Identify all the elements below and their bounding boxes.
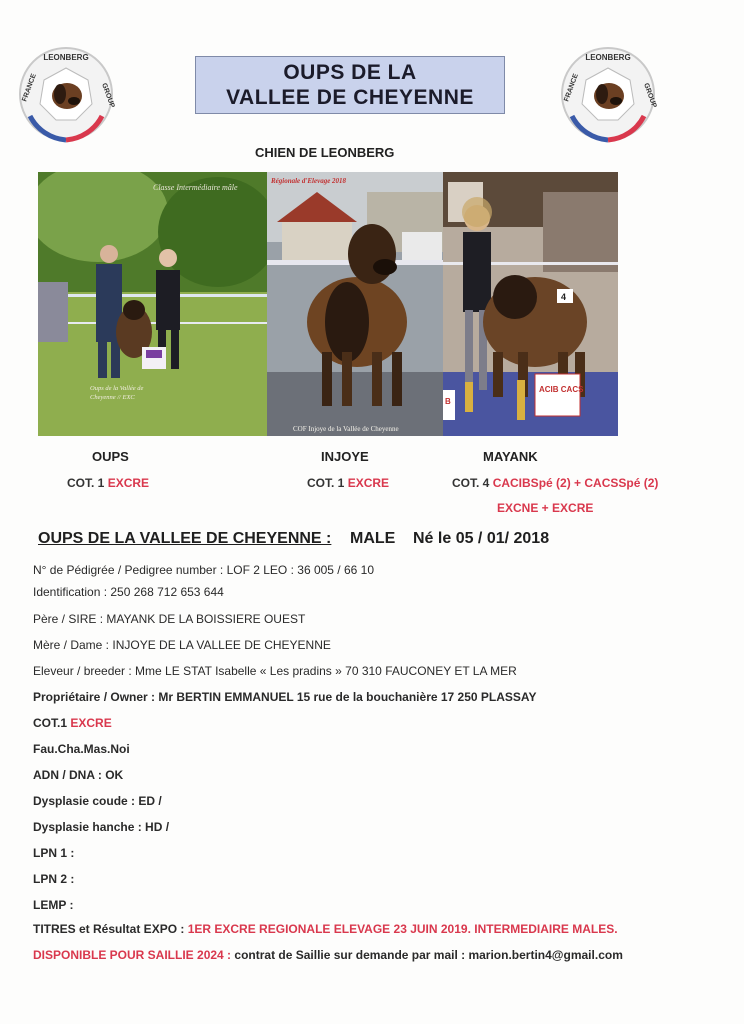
cot-result-label: COT.1 xyxy=(33,716,68,730)
breed-subtitle: CHIEN DE LEONBERG xyxy=(255,145,395,160)
cot-mayank-result-2: EXCNE + EXCRE xyxy=(497,501,594,515)
title-line-2: VALLEE DE CHEYENNE xyxy=(226,86,474,109)
svg-text:FRANCE: FRANCE xyxy=(563,72,580,103)
dog-name-oups: OUPS xyxy=(92,449,129,464)
photo-injoye-caption: COF Injoye de la Vallée de Cheyenne xyxy=(293,425,399,433)
dog-heading-name: OUPS DE LA VALLEE DE CHEYENNE : xyxy=(38,530,332,547)
dog-heading xyxy=(38,530,598,548)
lpn1: LPN 1 : xyxy=(33,846,75,860)
svg-text:LEONBERG: LEONBERG xyxy=(585,53,631,62)
pedigree-number: N° de Pédigrée / Pedigree number : LOF 2 LEO : 36 005 / 66 10 xyxy=(33,563,375,577)
svg-text:Oups de la Vallée de: Oups de la Vallée de xyxy=(90,385,144,392)
dog-heading-sex: MALE xyxy=(350,530,396,547)
france-leonberg-group-logo-left xyxy=(16,44,116,144)
svg-text:B: B xyxy=(445,397,451,406)
svg-text:4: 4 xyxy=(561,292,567,302)
elbow-dysplasia: Dysplasie coude : ED / xyxy=(33,794,162,808)
svg-text:FRANCE: FRANCE xyxy=(21,72,38,103)
cot-injoye xyxy=(307,476,389,490)
svg-text:GROUP: GROUP xyxy=(642,82,658,109)
cot-result-value: EXCRE xyxy=(70,716,112,730)
svg-text:LEONBERG: LEONBERG xyxy=(43,53,89,62)
owner: Propriétaire / Owner : Mr BERTIN EMMANUEL 15 rue de la bouchanière 17 250 PLASSAY xyxy=(33,690,537,704)
sire: Père / SIRE : MAYANK DE LA BOISSIERE OUEST xyxy=(33,612,306,626)
svg-text:Cheyenne // EXC: Cheyenne // EXC xyxy=(90,394,135,401)
cot-oups xyxy=(67,476,149,490)
availability-label: DISPONIBLE POUR SAILLIE 2024 : xyxy=(33,948,232,962)
lemp: LEMP : xyxy=(33,898,74,912)
cot-oups-label: COT. 1 xyxy=(67,476,105,490)
dna: ADN / DNA : OK xyxy=(33,768,124,782)
identification: Identification : 250 268 712 653 644 xyxy=(33,585,224,599)
svg-text:GROUP: GROUP xyxy=(100,82,116,109)
dam: Mère / Dame : INJOYE DE LA VALLEE DE CHEYENNE xyxy=(33,638,331,652)
availability-value: contrat de Saillie sur demande par mail : marion.bertin4@gmail.com xyxy=(234,948,623,962)
hip-dysplasia: Dysplasie hanche : HD / xyxy=(33,820,170,834)
cot-mayank-result: CACIBSpé (2) + CACSSpé (2) xyxy=(492,476,659,490)
photo-mayank-banner: ACIB CACS xyxy=(539,385,584,394)
dog-name-mayank: MAYANK xyxy=(483,449,538,464)
dog-heading-born: Né le 05 / 01/ 2018 xyxy=(413,530,550,547)
cot-oups-result: EXCRE xyxy=(107,476,150,490)
cot-mayank-label: COT. 4 xyxy=(452,476,490,490)
cot-injoye-label: COT. 1 xyxy=(307,476,345,490)
photo-injoye-banner: Régionale d'Elevage 2018 xyxy=(271,177,347,185)
photo-injoye xyxy=(267,172,443,436)
title-box xyxy=(195,56,505,114)
cot-result xyxy=(33,716,112,730)
availability xyxy=(33,948,623,962)
cot-mayank xyxy=(452,476,658,490)
photo-mayank xyxy=(443,172,618,436)
titles-value: 1ER EXCRE REGIONALE ELEVAGE 23 JUIN 2019. INTERMEDIAIRE MALES. xyxy=(187,922,618,936)
lpn2: LPN 2 : xyxy=(33,872,75,886)
dog-name-injoye: INJOYE xyxy=(321,449,369,464)
france-leonberg-group-logo-right xyxy=(558,44,658,144)
titles-label: TITRES et Résultat EXPO : xyxy=(33,922,185,936)
titles xyxy=(33,922,618,936)
title-line-1: OUPS DE LA xyxy=(283,61,417,84)
breeder: Eleveur / breeder : Mme LE STAT Isabelle « Les pradins » 70 310 FAUCONEY ET LA MER xyxy=(33,664,517,678)
colour: Fau.Cha.Mas.Noi xyxy=(33,742,130,756)
cot-injoye-result: EXCRE xyxy=(347,476,390,490)
photo-oups-banner: Classe Intermédiaire mâle xyxy=(153,183,238,192)
photo-oups xyxy=(38,172,267,436)
